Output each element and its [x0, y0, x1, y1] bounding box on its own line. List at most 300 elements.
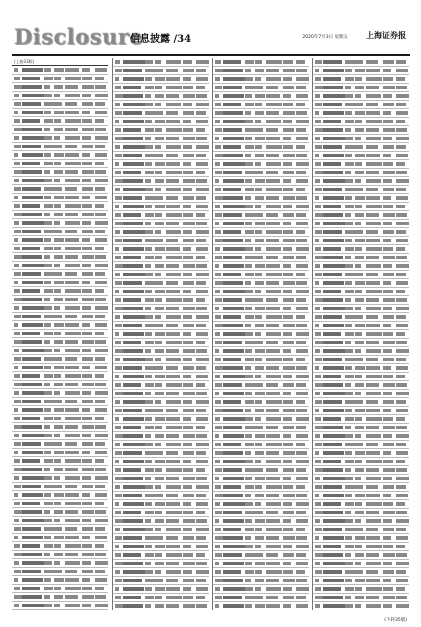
- table-row: [12, 440, 108, 449]
- table-cell: [166, 409, 178, 413]
- table-cell: [145, 222, 151, 226]
- table-row: [213, 526, 309, 535]
- table-row: [12, 262, 108, 271]
- table-cell: [345, 528, 355, 532]
- table-cell: [14, 570, 21, 574]
- table-cell: [145, 511, 154, 515]
- table-row: [213, 203, 309, 212]
- table-cell: [166, 392, 179, 396]
- table-cell: [223, 485, 241, 489]
- table-cell: [44, 340, 50, 344]
- table-cell: [196, 409, 206, 413]
- table-cell: [283, 213, 294, 217]
- table-row: [12, 372, 108, 381]
- table-cell: [223, 188, 241, 192]
- table-cell: [123, 69, 142, 73]
- table-cell: [115, 358, 120, 362]
- table-row: [113, 458, 209, 467]
- table-row: [12, 593, 108, 602]
- table-cell: [54, 230, 62, 234]
- table-cell: [82, 102, 93, 106]
- table-row: [213, 135, 309, 144]
- table-cell: [82, 255, 94, 259]
- table-cell: [296, 511, 306, 515]
- table-row: [113, 373, 209, 382]
- table-cell: [366, 502, 382, 506]
- table-cell: [215, 562, 219, 566]
- table-cell: [283, 222, 291, 226]
- table-cell: [245, 213, 255, 217]
- table-cell: [283, 519, 291, 523]
- table-cell: [166, 273, 181, 277]
- table-cell: [166, 519, 179, 523]
- table-cell: [123, 366, 142, 370]
- table-cell: [266, 188, 282, 192]
- table-cell: [215, 69, 223, 73]
- table-cell: [65, 196, 79, 200]
- table-cell: [283, 290, 292, 294]
- table-row: [12, 143, 108, 152]
- table-cell: [245, 324, 251, 328]
- table-cell: [283, 128, 294, 132]
- table-cell: [266, 553, 278, 557]
- table-cell: [366, 528, 378, 532]
- table-cell: [95, 527, 105, 531]
- table-cell: [14, 561, 19, 565]
- table-row: [113, 228, 209, 237]
- table-cell: [315, 128, 323, 132]
- table-cell: [166, 213, 182, 217]
- table-cell: [123, 230, 145, 234]
- table-cell: [65, 536, 79, 540]
- table-cell: [196, 426, 205, 430]
- table-cell: [155, 434, 164, 438]
- table-cell: [383, 392, 392, 396]
- table-cell: [245, 69, 251, 73]
- table-row: [113, 58, 209, 67]
- table-row: [313, 152, 409, 161]
- table-cell: [323, 494, 344, 498]
- table-cell: [396, 77, 405, 81]
- table-cell: [245, 426, 255, 430]
- table-cell: [223, 324, 243, 328]
- table-cell: [22, 391, 44, 395]
- table-cell: [65, 230, 77, 234]
- table-cell: [44, 451, 51, 455]
- table-cell: [215, 460, 220, 464]
- table-cell: [54, 213, 63, 217]
- table-cell: [366, 545, 382, 549]
- table-cell: [145, 230, 153, 234]
- table-cell: [283, 587, 292, 591]
- table-cell: [323, 545, 341, 549]
- table-cell: [44, 306, 52, 310]
- table-cell: [266, 519, 280, 523]
- table-cell: [22, 213, 42, 217]
- table-cell: [155, 587, 165, 591]
- table-cell: [223, 451, 243, 455]
- table-cell: [355, 358, 363, 362]
- table-cell: [44, 493, 51, 497]
- table-cell: [196, 298, 205, 302]
- table-row: [213, 475, 309, 484]
- table-cell: [315, 120, 321, 124]
- table-row: [113, 237, 209, 246]
- table-cell: [283, 196, 295, 200]
- table-cell: [223, 366, 243, 370]
- table-cell: [115, 137, 123, 141]
- table-cell: [315, 553, 323, 557]
- table-cell: [266, 120, 281, 124]
- table-cell: [22, 417, 40, 421]
- table-cell: [65, 298, 78, 302]
- table-cell: [345, 86, 351, 90]
- table-cell: [355, 86, 364, 90]
- table-cell: [22, 136, 44, 140]
- table-cell: [155, 443, 161, 447]
- table-cell: [196, 307, 207, 311]
- table-cell: [355, 341, 364, 345]
- table-cell: [82, 170, 94, 174]
- table-cell: [396, 264, 409, 268]
- table-cell: [123, 145, 145, 149]
- table-cell: [383, 383, 395, 387]
- table-cell: [166, 315, 181, 319]
- table-row: [113, 152, 209, 161]
- table-cell: [255, 477, 265, 481]
- table-cell: [366, 281, 380, 285]
- table-cell: [65, 408, 79, 412]
- table-row: [113, 602, 209, 610]
- table-cell: [366, 409, 380, 413]
- table-row: [12, 202, 108, 211]
- table-cell: [245, 298, 255, 302]
- table-cell: [255, 264, 265, 268]
- table-cell: [95, 425, 106, 429]
- table-cell: [266, 145, 282, 149]
- table-cell: [44, 383, 50, 387]
- table-cell: [296, 94, 308, 98]
- table-cell: [383, 460, 393, 464]
- table-row: [113, 322, 209, 331]
- table-cell: [145, 256, 154, 260]
- table-cell: [396, 213, 407, 217]
- table-cell: [82, 136, 91, 140]
- table-row: [313, 67, 409, 76]
- table-cell: [115, 77, 119, 81]
- table-cell: [345, 502, 354, 506]
- table-cell: [82, 230, 93, 234]
- table-cell: [383, 375, 393, 379]
- table-row: [113, 186, 209, 195]
- table-cell: [283, 77, 292, 81]
- table-cell: [315, 111, 319, 115]
- table-cell: [166, 154, 178, 158]
- table-cell: [245, 477, 252, 481]
- table-cell: [54, 425, 63, 429]
- table-cell: [283, 256, 294, 260]
- table-cell: [283, 315, 293, 319]
- table-cell: [396, 434, 409, 438]
- table-cell: [95, 349, 108, 353]
- table-cell: [323, 604, 345, 608]
- table-cell: [82, 85, 94, 89]
- table-row: [313, 475, 409, 484]
- table-row: [213, 356, 309, 365]
- table-cell: [166, 324, 178, 328]
- table-cell: [255, 383, 263, 387]
- table-cell: [215, 111, 223, 115]
- table-cell: [215, 477, 219, 481]
- table-cell: [22, 298, 42, 302]
- table-cell: [166, 383, 182, 387]
- table-cell: [196, 205, 208, 209]
- table-cell: [14, 272, 21, 276]
- table-row: [113, 492, 209, 501]
- table-cell: [123, 213, 141, 217]
- table-cell: [166, 239, 178, 243]
- table-cell: [54, 298, 63, 302]
- table-cell: [383, 545, 393, 549]
- table-row: [213, 194, 309, 203]
- table-cell: [345, 494, 352, 498]
- table-cell: [22, 595, 42, 599]
- table-cell: [345, 137, 353, 141]
- table-cell: [355, 443, 363, 447]
- table-cell: [196, 196, 206, 200]
- table-cell: [283, 417, 292, 421]
- table-cell: [296, 307, 308, 311]
- table-row: [213, 441, 309, 450]
- table-cell: [345, 145, 355, 149]
- table-cell: [123, 349, 143, 353]
- table-cell: [123, 434, 143, 438]
- table-cell: [54, 272, 62, 276]
- table-cell: [65, 425, 78, 429]
- table-cell: [396, 247, 405, 251]
- table-cell: [355, 264, 361, 268]
- table-cell: [155, 604, 164, 608]
- table-cell: [183, 205, 191, 209]
- table-cell: [183, 290, 191, 294]
- table-cell: [345, 213, 351, 217]
- table-cell: [245, 307, 252, 311]
- table-cell: [396, 443, 406, 447]
- table-cell: [383, 111, 391, 115]
- table-cell: [115, 409, 122, 413]
- table-row: [12, 389, 108, 398]
- table-cell: [315, 409, 319, 413]
- table-cell: [366, 196, 380, 200]
- table-row: [313, 560, 409, 569]
- table-cell: [95, 221, 108, 225]
- table-cell: [255, 417, 261, 421]
- table-cell: [266, 256, 278, 260]
- table-cell: [366, 77, 382, 81]
- table-row: [213, 500, 309, 509]
- table-cell: [396, 171, 407, 175]
- table-cell: [166, 366, 178, 370]
- table-cell: [82, 578, 90, 582]
- table-cell: [215, 179, 219, 183]
- table-cell: [115, 111, 122, 115]
- table-cell: [44, 77, 53, 81]
- table-row: [313, 415, 409, 424]
- table-cell: [155, 111, 163, 115]
- table-cell: [145, 94, 151, 98]
- table-cell: [366, 213, 379, 217]
- table-cell: [115, 341, 121, 345]
- table-cell: [396, 562, 409, 566]
- paper-name: 上海证券报: [366, 30, 406, 40]
- table-cell: [396, 553, 407, 557]
- table-cell: [383, 409, 391, 413]
- table-cell: [95, 136, 108, 140]
- table-cell: [155, 392, 164, 396]
- table-cell: [355, 256, 364, 260]
- table-cell: [215, 86, 222, 90]
- table-row: [12, 398, 108, 407]
- table-cell: [155, 213, 162, 217]
- table-cell: [155, 536, 163, 540]
- table-cell: [296, 247, 309, 251]
- table-cell: [215, 375, 220, 379]
- table-cell: [14, 153, 18, 157]
- table-cell: [44, 476, 52, 480]
- table-row: [213, 560, 309, 569]
- table-cell: [155, 562, 164, 566]
- table-cell: [245, 230, 254, 234]
- table-cell: [215, 392, 219, 396]
- table-row: [12, 117, 108, 126]
- table-cell: [266, 171, 278, 175]
- table-cell: [245, 222, 252, 226]
- table-cell: [155, 332, 165, 336]
- table-cell: [323, 205, 341, 209]
- table-cell: [95, 383, 106, 387]
- table-cell: [196, 545, 208, 549]
- table-cell: [255, 587, 261, 591]
- table-row: [213, 313, 309, 322]
- table-cell: [366, 171, 379, 175]
- table-cell: [215, 604, 219, 608]
- table-row: [313, 339, 409, 348]
- table-cell: [22, 162, 40, 166]
- table-cell: [166, 502, 180, 506]
- table-cell: [296, 409, 307, 413]
- table-cell: [65, 264, 80, 268]
- table-cell: [223, 383, 242, 387]
- table-cell: [82, 145, 93, 149]
- table-cell: [345, 264, 353, 268]
- table-cell: [166, 256, 182, 260]
- table-cell: [115, 247, 119, 251]
- table-cell: [65, 204, 81, 208]
- table-cell: [183, 171, 193, 175]
- table-row: [12, 423, 108, 432]
- table-cell: [383, 468, 395, 472]
- table-cell: [95, 442, 105, 446]
- table-row: [313, 509, 409, 518]
- table-cell: [145, 60, 153, 64]
- table-cell: [355, 324, 365, 328]
- table-cell: [115, 162, 119, 166]
- table-cell: [315, 494, 319, 498]
- table-cell: [266, 162, 281, 166]
- table-cell: [22, 145, 41, 149]
- table-cell: [345, 409, 352, 413]
- table-cell: [383, 179, 392, 183]
- table-cell: [44, 281, 51, 285]
- table-cell: [54, 570, 62, 574]
- table-cell: [115, 570, 120, 574]
- table-row: [113, 203, 209, 212]
- table-cell: [95, 570, 105, 574]
- table-cell: [123, 536, 142, 540]
- table-cell: [223, 536, 243, 540]
- table-cell: [283, 137, 291, 141]
- table-cell: [183, 579, 194, 583]
- table-row: [113, 220, 209, 229]
- table-rows: [213, 58, 309, 610]
- table-cell: [396, 69, 408, 73]
- table-cell: [266, 94, 280, 98]
- table-cell: [115, 196, 122, 200]
- table-cell: [315, 477, 320, 481]
- table-cell: [166, 94, 179, 98]
- table-cell: [123, 298, 141, 302]
- table-row: [313, 500, 409, 509]
- table-cell: [44, 94, 52, 98]
- table-cell: [396, 315, 406, 319]
- table-cell: [215, 451, 223, 455]
- table-cell: [123, 528, 145, 532]
- table-cell: [14, 323, 18, 327]
- table-cell: [95, 357, 105, 361]
- table-cell: [345, 94, 353, 98]
- table-cell: [215, 324, 223, 328]
- table-cell: [82, 595, 94, 599]
- table-cell: [183, 298, 193, 302]
- table-cell: [196, 511, 205, 515]
- table-cell: [245, 502, 253, 506]
- table-cell: [366, 145, 378, 149]
- table-cell: [215, 468, 222, 472]
- table-cell: [383, 332, 393, 336]
- table-cell: [396, 290, 405, 294]
- table-cell: [266, 579, 279, 583]
- table-cell: [145, 383, 154, 387]
- table-cell: [196, 145, 209, 149]
- table-cell: [315, 451, 319, 455]
- table-cell: [95, 391, 108, 395]
- table-row: [313, 458, 409, 467]
- table-cell: [22, 102, 41, 106]
- table-cell: [283, 247, 292, 251]
- table-cell: [196, 247, 208, 251]
- table-cell: [145, 366, 155, 370]
- table-cell: [223, 562, 244, 566]
- table-cell: [215, 545, 220, 549]
- table-row: [12, 534, 108, 543]
- table-cell: [383, 349, 392, 353]
- table-cell: [315, 502, 321, 506]
- table-cell: [266, 383, 278, 387]
- table-cell: [345, 273, 355, 277]
- table-cell: [14, 544, 20, 548]
- table-cell: [396, 417, 405, 421]
- table-cell: [54, 136, 60, 140]
